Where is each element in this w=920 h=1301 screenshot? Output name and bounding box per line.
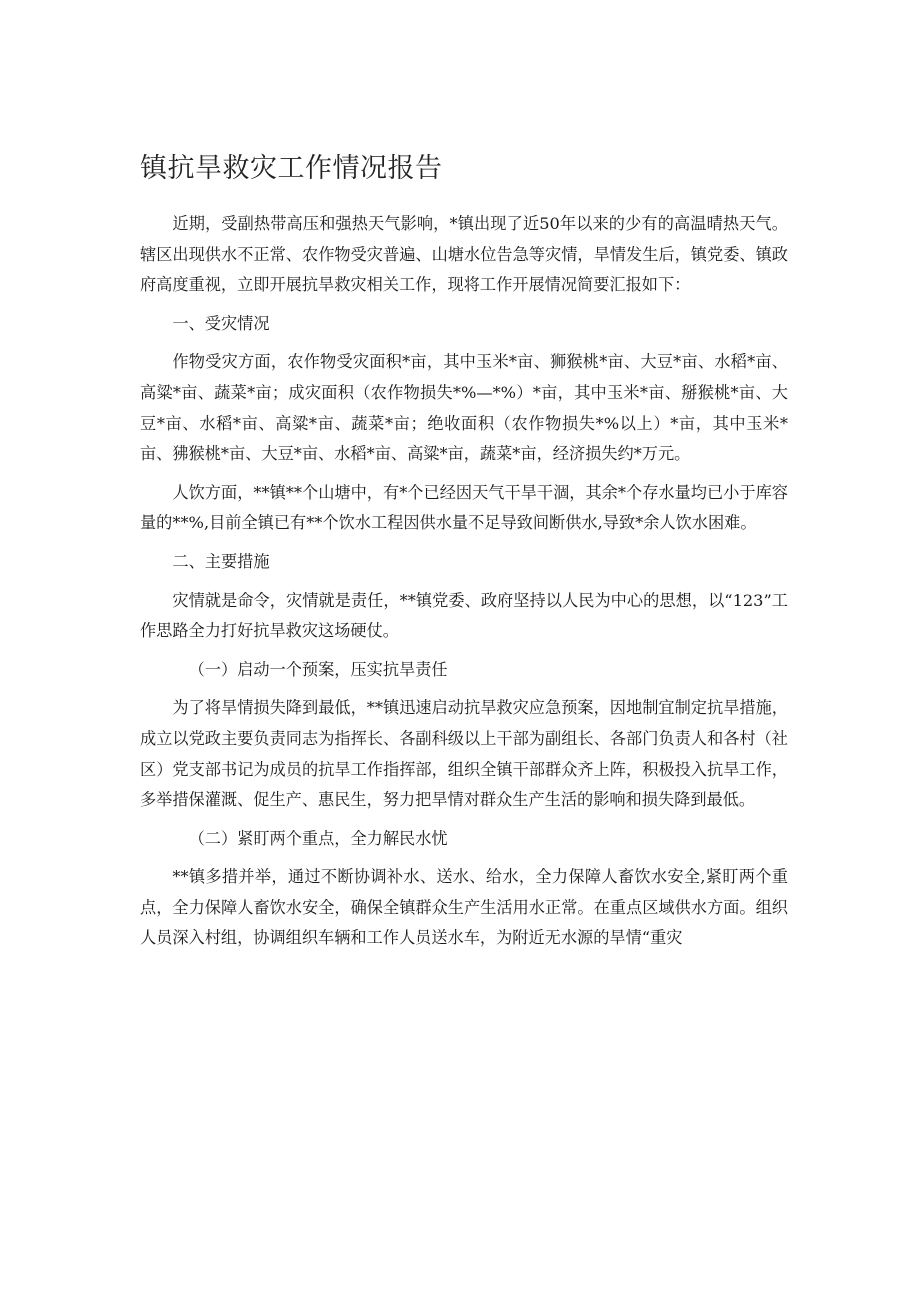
- page-title: 镇抗旱救灾工作情况报告: [140, 153, 443, 184]
- crops-paragraph: 作物受灾方面，农作物受灾面积*亩，其中玉米*亩、狮猴桃*亩、大豆*亩、水稻*亩、高粱*亩、蔬菜*亩；成灾面积（农作物损失*%—*%）*亩，其中玉米*亩、掰猴桃*亩、大豆*亩、水稻*亩、高粱*亩、蔬菜*亩；绝收面积（农作物损失*%以上）*亩，其中玉米*亩、狒猴桃*亩、大豆*亩、水稻*亩、高粱*亩，蔬菜*亩，经济损失约*万元。: [140, 352, 788, 464]
- section-heading-measures: 二、主要措施: [172, 551, 270, 571]
- focus-paragraph: **镇多措并举，通过不断协调补水、送水、给水，全力保障人畜饮水安全,紧盯两个重点，全力保障人畜饮水安全，确保全镇群众生产生活用水正常。在重点区域供水方面。组织人员深入村组，协调组织车辆和工作人员送水车，为附近无水源的旱情“重灾: [140, 867, 788, 948]
- subsection-heading-focus: （二）紧盯两个重点，全力解民水忧: [188, 828, 448, 848]
- measures-intro-paragraph: 灾情就是命令，灾情就是责任，**镇党委、政府坚持以人民为中心的思想，以“123”工作思路全力打好抗旱救灾这场硬仗。: [140, 590, 788, 641]
- subsection-heading-plan: （一）启动一个预案，压实抗旱责任: [188, 659, 448, 679]
- document-body: [140, 209, 788, 954]
- drinking-water-paragraph: 人饮方面，**镇**个山塘中，有*个已经因天气干旱干涸，其余*个存水量均已小于库容量的**%,目前全镇已有**个饮水工程因供水量不足导致间断供水,导致*余人饮水困难。: [140, 482, 788, 533]
- plan-paragraph: 为了将旱情损失降到最低，**镇迅速启动抗旱救灾应急预案，因地制宜制定抗旱措施，成立以党政主要负责同志为指挥长、各副科级以上干部为副组长、各部门负责人和各村（社区）党支部书记为成员的抗旱工作指挥部，组织全镇干部群众齐上阵，积极投入抗旱工作，多举措保灌溉、促生产、惠民生，努力把旱情对群众生产生活的影响和损失降到最低。: [140, 698, 788, 810]
- intro-paragraph: 近期，受副热带高压和强热天气影响，*镇出现了近50年以来的少有的高温晴热天气。辖区出现供水不正常、农作物受灾普遍、山塘水位告急等灾情，旱情发生后，镇党委、镇政府高度重视，立即开展抗旱救灾相关工作，现将工作开展情况简要汇报如下：: [140, 214, 788, 295]
- section-heading-disaster: 一、受灾情况: [172, 313, 270, 333]
